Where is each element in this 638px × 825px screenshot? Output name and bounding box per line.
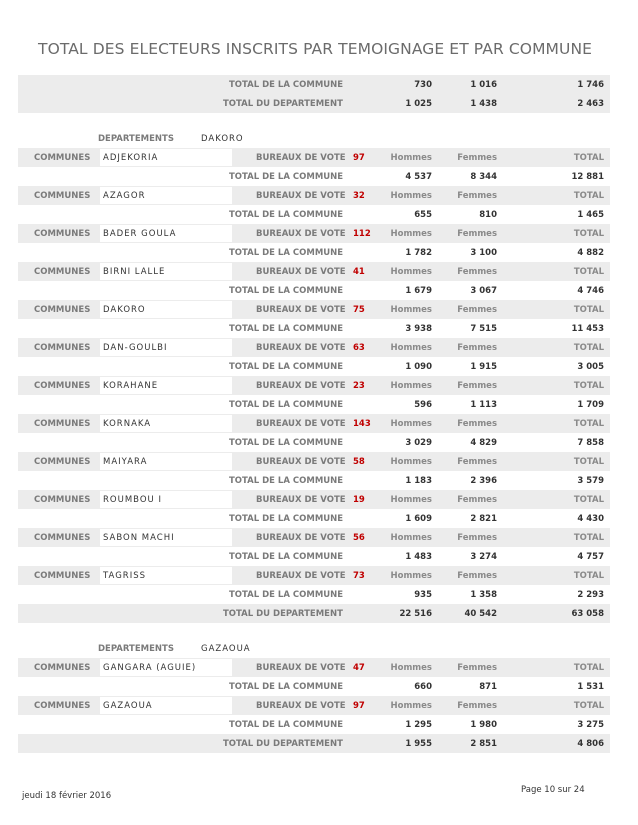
femmes-value: 1 016 — [470, 80, 497, 90]
total-departement-label: TOTAL DU DEPARTEMENT — [223, 99, 343, 109]
commune-name: KORNAKA — [103, 419, 152, 429]
femmes-header: Femmes — [457, 457, 497, 467]
femmes-header: Femmes — [457, 701, 497, 711]
bureaux-count: 112 — [353, 229, 371, 239]
department-name: GAZAOUA — [201, 644, 251, 654]
departements-label: DEPARTEMENTS — [98, 134, 174, 144]
electors-table — [18, 75, 610, 753]
commune-name: MAIYARA — [103, 457, 148, 467]
total-commune-label: TOTAL DE LA COMMUNE — [229, 400, 344, 410]
commune-header-row — [18, 338, 610, 357]
bureaux-label: BUREAUX DE VOTE — [256, 701, 346, 711]
hommes-value: 1 295 — [405, 720, 432, 730]
hommes-value: 1 483 — [405, 552, 432, 562]
total-commune-label: TOTAL DE LA COMMUNE — [229, 682, 344, 692]
commune-name: ROUMBOU I — [103, 495, 162, 505]
communes-label: COMMUNES — [34, 533, 91, 543]
department-total-row — [18, 604, 610, 623]
commune-name: SABON MACHI — [103, 533, 175, 543]
hommes-value: 1 782 — [405, 248, 432, 258]
total-commune-label: TOTAL DE LA COMMUNE — [229, 80, 344, 90]
hommes-value: 660 — [414, 682, 432, 692]
femmes-value: 810 — [479, 210, 497, 220]
femmes-value: 40 542 — [464, 609, 497, 619]
commune-total-row — [18, 715, 610, 734]
communes-label: COMMUNES — [34, 229, 91, 239]
hommes-header: Hommes — [390, 267, 432, 277]
commune-total-row — [18, 433, 610, 452]
commune-header-row — [18, 262, 610, 281]
communes-label: COMMUNES — [34, 381, 91, 391]
femmes-value: 7 515 — [470, 324, 497, 334]
hommes-value: 4 537 — [405, 172, 432, 182]
hommes-value: 1 025 — [405, 99, 432, 109]
femmes-value: 4 829 — [470, 438, 497, 448]
femmes-value: 2 851 — [470, 739, 497, 749]
hommes-value: 22 516 — [399, 609, 432, 619]
hommes-value: 1 090 — [405, 362, 432, 372]
communes-label: COMMUNES — [34, 305, 91, 315]
total-header: TOTAL — [573, 457, 604, 467]
total-value: 1 531 — [577, 682, 604, 692]
commune-header-row — [18, 452, 610, 471]
bureaux-label: BUREAUX DE VOTE — [256, 267, 346, 277]
communes-label: COMMUNES — [34, 571, 91, 581]
departements-label: DEPARTEMENTS — [98, 644, 174, 654]
bureaux-label: BUREAUX DE VOTE — [256, 663, 346, 673]
bureaux-label: BUREAUX DE VOTE — [256, 229, 346, 239]
total-value: 4 430 — [577, 514, 604, 524]
total-value: 3 579 — [577, 476, 604, 486]
hommes-value: 596 — [414, 400, 432, 410]
total-header: TOTAL — [573, 663, 604, 673]
commune-name: DAKORO — [103, 305, 146, 315]
bureaux-label: BUREAUX DE VOTE — [256, 381, 346, 391]
femmes-value: 3 100 — [470, 248, 497, 258]
femmes-header: Femmes — [457, 663, 497, 673]
bureaux-count: 63 — [353, 343, 365, 353]
carryover-dept-total-row — [18, 94, 610, 113]
bureaux-count: 73 — [353, 571, 365, 581]
section-gap — [18, 623, 610, 639]
communes-label: COMMUNES — [34, 457, 91, 467]
hommes-value: 935 — [414, 590, 432, 600]
hommes-value: 3 938 — [405, 324, 432, 334]
commune-name: GAZAOUA — [103, 701, 153, 711]
commune-total-row — [18, 205, 610, 224]
hommes-header: Hommes — [390, 153, 432, 163]
femmes-header: Femmes — [457, 267, 497, 277]
total-header: TOTAL — [573, 381, 604, 391]
total-value: 3 005 — [577, 362, 604, 372]
total-value: 2 293 — [577, 590, 604, 600]
total-value: 63 058 — [571, 609, 604, 619]
femmes-header: Femmes — [457, 229, 497, 239]
femmes-header: Femmes — [457, 305, 497, 315]
bureaux-count: 41 — [353, 267, 365, 277]
bureaux-count: 97 — [353, 153, 365, 163]
hommes-header: Hommes — [390, 457, 432, 467]
commune-total-row — [18, 395, 610, 414]
bureaux-count: 58 — [353, 457, 365, 467]
total-header: TOTAL — [573, 495, 604, 505]
communes-label: COMMUNES — [34, 153, 91, 163]
total-commune-label: TOTAL DE LA COMMUNE — [229, 552, 344, 562]
commune-total-row — [18, 677, 610, 696]
total-header: TOTAL — [573, 267, 604, 277]
femmes-value: 871 — [479, 682, 497, 692]
hommes-header: Hommes — [390, 663, 432, 673]
commune-name: DAN-GOULBI — [103, 343, 168, 353]
total-value: 2 463 — [577, 99, 604, 109]
commune-total-row — [18, 319, 610, 338]
hommes-value: 1 679 — [405, 286, 432, 296]
hommes-header: Hommes — [390, 305, 432, 315]
femmes-value: 1 980 — [470, 720, 497, 730]
bureaux-label: BUREAUX DE VOTE — [256, 305, 346, 315]
bureaux-label: BUREAUX DE VOTE — [256, 457, 346, 467]
femmes-value: 1 438 — [470, 99, 497, 109]
commune-total-row — [18, 357, 610, 376]
total-commune-label: TOTAL DE LA COMMUNE — [229, 172, 344, 182]
bureaux-count: 143 — [353, 419, 371, 429]
total-commune-label: TOTAL DE LA COMMUNE — [229, 476, 344, 486]
commune-name: GANGARA (AGUIE) — [103, 663, 197, 673]
total-header: TOTAL — [573, 571, 604, 581]
hommes-header: Hommes — [390, 701, 432, 711]
total-value: 4 806 — [577, 739, 604, 749]
total-commune-label: TOTAL DE LA COMMUNE — [229, 438, 344, 448]
total-value: 4 746 — [577, 286, 604, 296]
femmes-header: Femmes — [457, 495, 497, 505]
commune-total-row — [18, 167, 610, 186]
communes-label: COMMUNES — [34, 191, 91, 201]
hommes-value: 3 029 — [405, 438, 432, 448]
commune-total-row — [18, 509, 610, 528]
commune-header-row — [18, 186, 610, 205]
total-value: 1 465 — [577, 210, 604, 220]
commune-total-row — [18, 585, 610, 604]
bureaux-label: BUREAUX DE VOTE — [256, 343, 346, 353]
hommes-value: 655 — [414, 210, 432, 220]
total-value: 3 275 — [577, 720, 604, 730]
communes-label: COMMUNES — [34, 663, 91, 673]
total-commune-label: TOTAL DE LA COMMUNE — [229, 362, 344, 372]
femmes-header: Femmes — [457, 533, 497, 543]
total-header: TOTAL — [573, 533, 604, 543]
total-header: TOTAL — [573, 191, 604, 201]
femmes-header: Femmes — [457, 419, 497, 429]
total-commune-label: TOTAL DE LA COMMUNE — [229, 286, 344, 296]
section-gap — [18, 113, 610, 129]
department-header-row — [18, 639, 610, 658]
femmes-header: Femmes — [457, 571, 497, 581]
commune-header-row — [18, 658, 610, 677]
hommes-header: Hommes — [390, 229, 432, 239]
total-commune-label: TOTAL DE LA COMMUNE — [229, 210, 344, 220]
commune-name: AZAGOR — [103, 191, 146, 201]
hommes-header: Hommes — [390, 533, 432, 543]
total-header: TOTAL — [573, 419, 604, 429]
total-header: TOTAL — [573, 343, 604, 353]
communes-label: COMMUNES — [34, 419, 91, 429]
total-departement-label: TOTAL DU DEPARTEMENT — [223, 739, 343, 749]
hommes-value: 730 — [414, 80, 432, 90]
commune-name: BIRNI LALLE — [103, 267, 166, 277]
footer-page-number: Page 10 sur 24 — [521, 785, 585, 795]
femmes-value: 2 821 — [470, 514, 497, 524]
bureaux-label: BUREAUX DE VOTE — [256, 419, 346, 429]
total-commune-label: TOTAL DE LA COMMUNE — [229, 324, 344, 334]
femmes-header: Femmes — [457, 191, 497, 201]
commune-header-row — [18, 300, 610, 319]
total-commune-label: TOTAL DE LA COMMUNE — [229, 590, 344, 600]
commune-header-row — [18, 696, 610, 715]
hommes-header: Hommes — [390, 191, 432, 201]
total-value: 4 882 — [577, 248, 604, 258]
hommes-value: 1 955 — [405, 739, 432, 749]
total-header: TOTAL — [573, 229, 604, 239]
commune-total-row — [18, 547, 610, 566]
department-name: DAKORO — [201, 134, 244, 144]
commune-header-row — [18, 224, 610, 243]
footer-date: jeudi 18 février 2016 — [22, 791, 112, 801]
femmes-value: 1 358 — [470, 590, 497, 600]
hommes-header: Hommes — [390, 419, 432, 429]
commune-header-row — [18, 528, 610, 547]
total-value: 1 746 — [577, 80, 604, 90]
commune-header-row — [18, 376, 610, 395]
bureaux-count: 56 — [353, 533, 365, 543]
bureaux-count: 23 — [353, 381, 365, 391]
bureaux-count: 47 — [353, 663, 365, 673]
commune-total-row — [18, 281, 610, 300]
communes-label: COMMUNES — [34, 495, 91, 505]
femmes-value: 3 274 — [470, 552, 497, 562]
department-header-row — [18, 129, 610, 148]
bureaux-label: BUREAUX DE VOTE — [256, 153, 346, 163]
commune-header-row — [18, 566, 610, 585]
bureaux-label: BUREAUX DE VOTE — [256, 571, 346, 581]
total-header: TOTAL — [573, 305, 604, 315]
bureaux-label: BUREAUX DE VOTE — [256, 191, 346, 201]
femmes-value: 2 396 — [470, 476, 497, 486]
commune-name: TAGRISS — [103, 571, 146, 581]
hommes-header: Hommes — [390, 495, 432, 505]
bureaux-label: BUREAUX DE VOTE — [256, 495, 346, 505]
hommes-header: Hommes — [390, 343, 432, 353]
hommes-header: Hommes — [390, 571, 432, 581]
total-commune-label: TOTAL DE LA COMMUNE — [229, 248, 344, 258]
page-title: TOTAL DES ELECTEURS INSCRITS PAR TEMOIGNAGE ET PAR COMMUNE — [38, 40, 593, 58]
carryover-commune-total-row — [18, 75, 610, 94]
bureaux-count: 19 — [353, 495, 365, 505]
commune-total-row — [18, 243, 610, 262]
femmes-value: 8 344 — [470, 172, 497, 182]
commune-name: KORAHANE — [103, 381, 159, 391]
commune-name: ADJEKORIA — [103, 153, 159, 163]
total-value: 4 757 — [577, 552, 604, 562]
femmes-value: 3 067 — [470, 286, 497, 296]
communes-label: COMMUNES — [34, 267, 91, 277]
bureaux-count: 32 — [353, 191, 365, 201]
total-header: TOTAL — [573, 701, 604, 711]
bureaux-count: 97 — [353, 701, 365, 711]
total-value: 12 881 — [571, 172, 604, 182]
total-commune-label: TOTAL DE LA COMMUNE — [229, 514, 344, 524]
hommes-header: Hommes — [390, 381, 432, 391]
bureaux-label: BUREAUX DE VOTE — [256, 533, 346, 543]
hommes-value: 1 609 — [405, 514, 432, 524]
total-value: 7 858 — [577, 438, 604, 448]
total-value: 11 453 — [571, 324, 604, 334]
bureaux-count: 75 — [353, 305, 365, 315]
total-commune-label: TOTAL DE LA COMMUNE — [229, 720, 344, 730]
commune-name: BADER GOULA — [103, 229, 177, 239]
femmes-header: Femmes — [457, 153, 497, 163]
commune-header-row — [18, 414, 610, 433]
femmes-value: 1 915 — [470, 362, 497, 372]
commune-header-row — [18, 148, 610, 167]
total-value: 1 709 — [577, 400, 604, 410]
department-total-row — [18, 734, 610, 753]
femmes-value: 1 113 — [470, 400, 497, 410]
femmes-header: Femmes — [457, 381, 497, 391]
hommes-value: 1 183 — [405, 476, 432, 486]
commune-header-row — [18, 490, 610, 509]
femmes-header: Femmes — [457, 343, 497, 353]
total-departement-label: TOTAL DU DEPARTEMENT — [223, 609, 343, 619]
total-header: TOTAL — [573, 153, 604, 163]
communes-label: COMMUNES — [34, 701, 91, 711]
commune-total-row — [18, 471, 610, 490]
communes-label: COMMUNES — [34, 343, 91, 353]
